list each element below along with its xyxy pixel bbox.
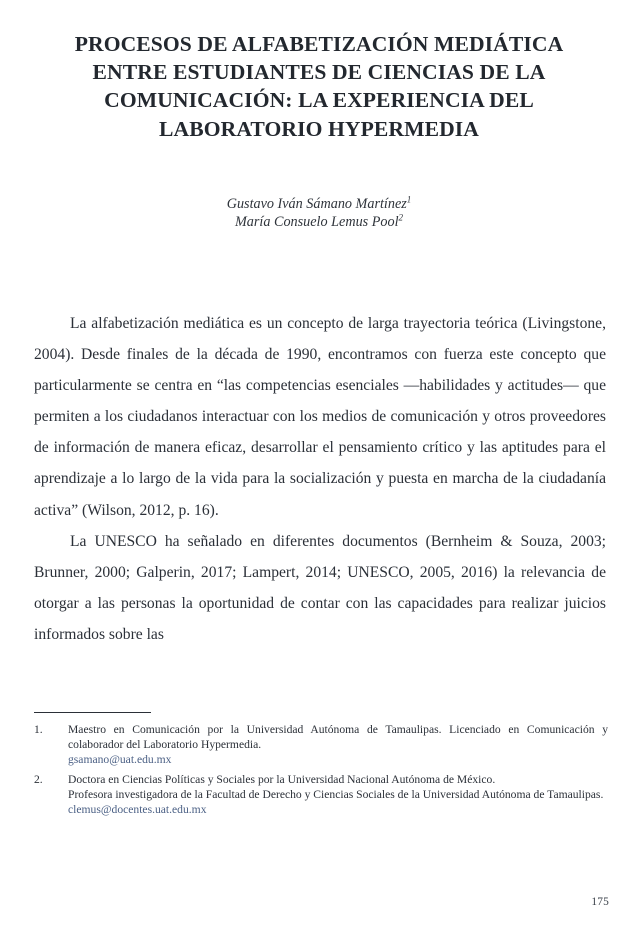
author-1-name: Gustavo Iván Sámano Martínez [226,196,407,212]
author-1 [30,196,608,214]
title-line-1: PROCESOS DE ALFABETIZACIÓN MEDIÁTICA [74,32,564,56]
footnote-2-text-continued: Profesora investigadora de la Facultad de Derecho y Ciencias Sociales de la Universidad Autónoma de Tamaulipas. [68,788,604,802]
footnote-separator [34,712,151,713]
page-title [30,30,608,143]
body-content [34,308,606,650]
footnote-2 [34,772,608,817]
author-2-footnote-marker: 2 [398,211,404,222]
footnote-1-text: Maestro en Comunicación por la Universidad Autónoma de Tamaulipas. Licenciado en Comunicación y colaborador del Laboratorio Hypermedia. [68,723,608,752]
footnote-2-email-link[interactable]: clemus@docentes.uat.edu.mx [68,803,207,817]
author-2-name: María Consuelo Lemus Pool [234,213,399,230]
author-2 [30,211,608,232]
paragraph-2: La UNESCO ha señalado en diferentes documentos (Bernheim & Souza, 2003; Brunner, 2000; Galperin, 2017; Lampert, 2014; UNESCO, 2005, 2016) la relevancia de otorgar a las personas la oportunidad de contar con las capacidades para realizar juicios informados sobre las [34,532,606,643]
footnote-1-email-link[interactable]: gsamano@uat.edu.mx [68,753,172,767]
author-list [30,196,608,231]
footnote-1-number: 1. [34,723,43,736]
footnote-2-text: Doctora en Ciencias Políticas y Sociales por la Universidad Nacional Autónoma de México. [68,773,496,787]
title-line-3: COMUNICACIÓN: LA EXPERIENCIA DEL [104,88,534,113]
footnotes-section [34,712,608,823]
footnote-2-number: 2. [34,773,43,787]
paragraph-1: La alfabetización mediática es un concepto de larga trayectoria teórica (Livingstone, 2004). Desde finales de la década de 1990, encontramos con fuerza este concepto que particularmente se centra en “las competencias esenciales —habilidades y actitudes— que permiten a los ciudadanos interactuar con los medios de comunicación y otros proveedores de información de manera eficaz, desarrollar el pensamiento crítico y las aptitudes para el aprendizaje a lo largo de la vida para la socialización y puesta en marcha de la ciudadanía activa” (Wilson, 2012, p. 16). [34,315,606,519]
title-line-4: LABORATORIO HYPERMEDIA [159,116,479,141]
footnote-1 [34,722,608,767]
title-line-2: ENTRE ESTUDIANTES DE CIENCIAS DE LA [92,60,546,85]
page-number: 175 [591,896,609,908]
author-1-footnote-marker: 1 [406,194,412,205]
